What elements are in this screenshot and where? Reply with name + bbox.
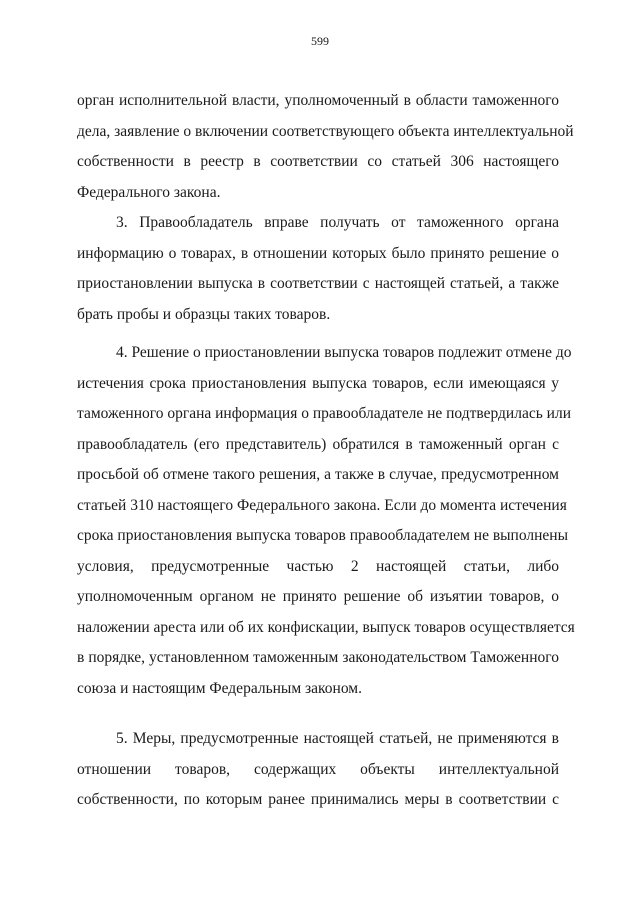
text-line: наложении ареста или об их конфискации, выпуск товаров осуществляется bbox=[77, 618, 575, 636]
text-line: 3. Правообладатель вправе получать от таможенного органа bbox=[116, 214, 559, 231]
text-line: в порядке, установленном таможенным законодательством Таможенного bbox=[77, 649, 559, 666]
text-line: истечения срока приостановления выпуска товаров, если имеющаяся у bbox=[77, 374, 559, 392]
text-line: приостановлении выпуска в соответствии с настоящей статьей, а также bbox=[77, 275, 559, 292]
text-line: просьбой об отмене такого решения, а также в случае, предусмотренном bbox=[77, 466, 559, 483]
text-line: 5. Меры, предусмотренные настоящей статьей, не применяются в bbox=[116, 730, 559, 747]
text-line: орган исполнительной власти, уполномоченный в области таможенного bbox=[77, 92, 559, 109]
paragraph-5 bbox=[77, 724, 559, 816]
text-line: 4. Решение о приостановлении выпуска товаров подлежит отмене до bbox=[116, 344, 572, 361]
paragraph-3 bbox=[77, 208, 559, 330]
paragraph-4 bbox=[77, 338, 575, 704]
text-line: уполномоченным органом не принято решение об изъятии товаров, о bbox=[77, 588, 559, 605]
text-line: информацию о товарах, в отношении которых было принято решение о bbox=[77, 244, 559, 262]
text-line: отношении товаров, содержащих объекты интеллектуальной bbox=[77, 760, 559, 778]
text-line: собственности в реестр в соответствии со статьей 306 настоящего bbox=[77, 153, 559, 170]
text-line: срока приостановления выпуска товаров правообладателем не выполнены bbox=[77, 527, 569, 544]
page-number: 599 bbox=[311, 34, 329, 48]
text-line: собственности, по которым ранее принимались меры в соответствии с bbox=[77, 791, 559, 808]
text-line: дела, заявление о включении соответствующего объекта интеллектуальной bbox=[77, 122, 574, 140]
text-line: правообладатель (его представитель) обратился в таможенный орган с bbox=[77, 435, 559, 453]
text-line: союза и настоящим Федеральным законом. bbox=[77, 679, 362, 697]
text-line: статьей 310 настоящего Федерального закона. Если до момента истечения bbox=[77, 496, 567, 514]
paragraph-continuation bbox=[77, 86, 574, 208]
text-line: таможенного органа информация о правообладателе не подтвердилась или bbox=[77, 405, 571, 422]
text-line: брать пробы и образцы таких товаров. bbox=[77, 305, 331, 323]
text-line: Федерального закона. bbox=[77, 183, 221, 201]
text-line: условия, предусмотренные частью 2 настоящей статьи, либо bbox=[77, 557, 559, 575]
